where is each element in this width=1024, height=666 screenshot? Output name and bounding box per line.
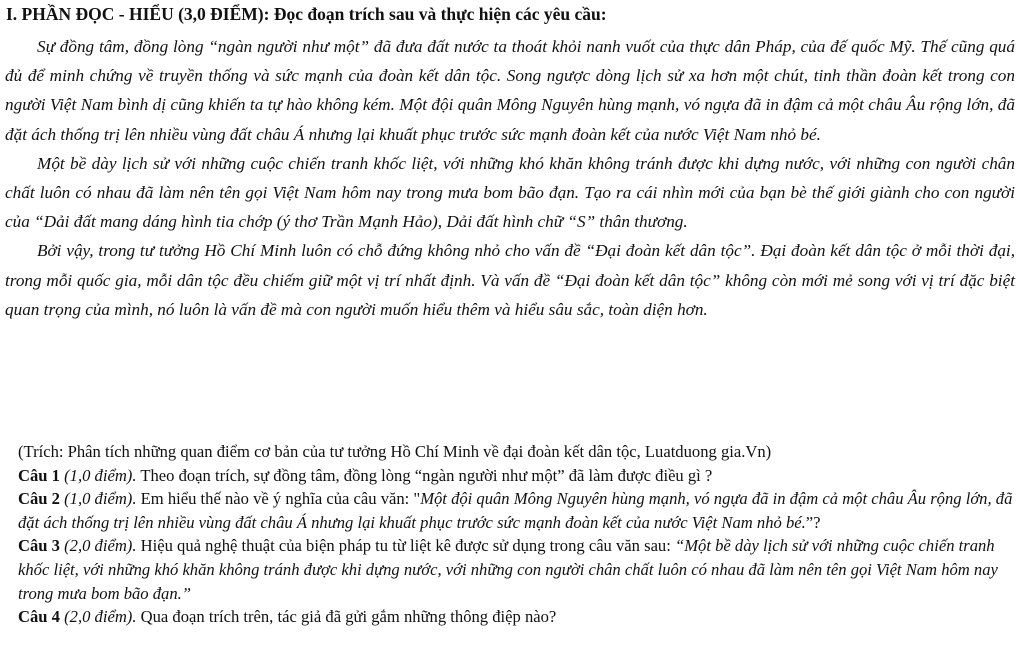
question-4-points: (2,0 điểm). [64, 607, 137, 627]
question-1-points: (1,0 điểm). [64, 465, 137, 485]
question-3 [18, 534, 1018, 605]
question-2-tail: ”? [805, 512, 821, 532]
question-4-text: Qua đoạn trích trên, tác giả đã gửi gắm những thông điệp nào? [136, 607, 557, 627]
question-2-points: (1,0 điểm). [64, 489, 137, 509]
question-3-text: Hiệu quả nghệ thuật của biện pháp tu từ liệt kê được sử dụng trong câu văn sau: [136, 536, 675, 556]
question-3-label: Câu 3 [18, 536, 60, 556]
question-2-label: Câu 2 [18, 489, 60, 509]
passage-paragraph-1: Sự đồng tâm, đồng lòng “ngàn người như một” đã đưa đất nước ta thoát khỏi nanh vuốt của thực dân Pháp, của đế quốc Mỹ. Thế cũng quá đủ để minh chứng về truyền thống và sức mạnh của đoàn kết dân tộc. Song ngược dòng lịch sử xa hơn một chút, tinh thần đoàn kết trong con người Việt Nam bình dị cũng khiến ta tự hào không kém. Một đội quân Mông Nguyên hùng mạnh, vó ngựa đã in đậm cả một châu Âu rộng lớn, đã đặt ách thống trị lên nhiều vùng đất châu Á nhưng lại khuất phục trước sức mạnh đoàn kết của nước Việt Nam nhỏ bé. [5, 37, 1015, 144]
question-2-quote: Một đội quân Mông Nguyên hùng mạnh, vó ngựa đã in đậm cả một châu Âu rộng lớn, đã đặt ách thống trị lên nhiều vùng đất châu Á nhưng lại khuất phục trước sức mạnh đoàn kết của nước Việt Nam nhỏ bé. [18, 489, 1013, 532]
question-1 [18, 464, 1018, 488]
question-2 [18, 487, 1018, 534]
question-2-text: Em hiểu thế nào về ý nghĩa của câu văn: " [136, 489, 421, 509]
reading-passage [5, 32, 1015, 324]
question-1-text: Theo đoạn trích, sự đồng tâm, đồng lòng “ngàn người như một” đã làm được điều gì ? [136, 465, 713, 485]
passage-paragraph-2: Một bề dày lịch sử với những cuộc chiến tranh khốc liệt, với những khó khăn không tránh được khi dựng nước, với những con người chân chất luôn có nhau đã làm nên tên gọi Việt Nam hôm nay trong mưa bom bão đạn. Tạo ra cái nhìn mới của bạn bè thế giới giành cho con người của “Dải đất mang dáng hình tia chớp (ý thơ Trần Mạnh Hảo), Dải đất hình chữ “S” thân thương. [5, 153, 1015, 232]
passage-paragraph-3: Bởi vậy, trong tư tưởng Hồ Chí Minh luôn có chỗ đứng không nhỏ cho vấn đề “Đại đoàn kết dân tộc”. Đại đoàn kết dân tộc ở mỗi thời đại, trong mỗi quốc gia, mỗi dân tộc đều chiếm giữ một vị trí nhất định. Và vấn đề “Đại đoàn kết dân tộc” không còn mới mẻ song với vị trí đặc biệt quan trọng của mình, nó luôn là vấn đề mà con người muốn hiểu thêm và hiểu sâu sắc, toàn diện hơn. [5, 241, 1015, 319]
section-heading: I. PHẦN ĐỌC - HIỂU (3,0 ĐIỂM): Đọc đoạn trích sau và thực hiện các yêu cầu: [6, 4, 607, 24]
source-citation: (Trích: Phân tích những quan điểm cơ bản của tư tưởng Hồ Chí Minh về đại đoàn kết dân tộc, Luatduong gia.Vn) [18, 442, 772, 461]
question-1-label: Câu 1 [18, 465, 60, 485]
question-3-quote: “Một bề dày lịch sử với những cuộc chiến tranh khốc liệt, với những khó khăn không tránh được khi dựng nước, với những con người chân chất luôn có nhau đã làm nên tên gọi Việt Nam hôm nay trong mưa bom bão đạn.” [18, 536, 998, 603]
question-4-label: Câu 4 [18, 607, 60, 627]
questions-block [18, 440, 1018, 629]
question-3-points: (2,0 điểm). [64, 536, 137, 556]
question-4 [18, 605, 1018, 629]
